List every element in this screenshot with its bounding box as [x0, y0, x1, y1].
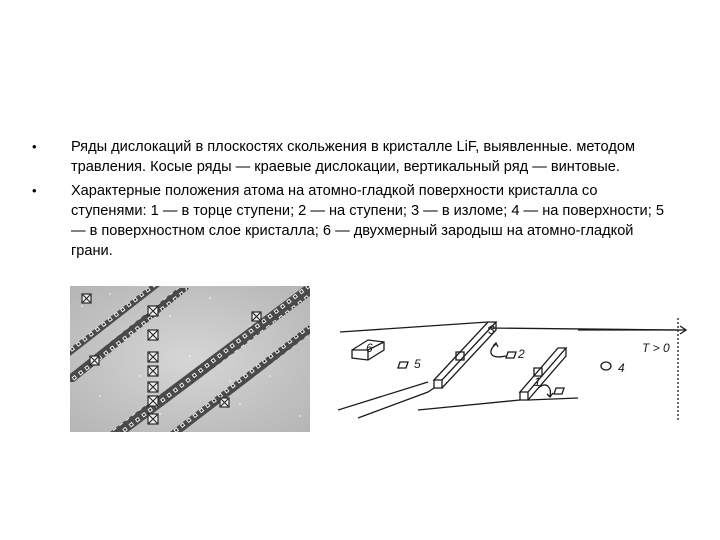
label-surface-4: 4 [618, 361, 625, 375]
label-nucleus-6: 6 [366, 341, 373, 355]
crystal-surface-diagram [338, 310, 688, 420]
label-temperature: T > 0 [642, 341, 670, 355]
bullet-marker: • [32, 183, 37, 198]
bullet-marker: • [32, 139, 37, 154]
bullet-item-atom-positions [30, 181, 670, 261]
bullet-item-dislocation-rows [30, 137, 670, 177]
etch-pit-micrograph [70, 286, 310, 432]
crystal-surface-drawing [338, 310, 688, 420]
bullet-text: Ряды дислокаций в плоскостях скольжения в кристалле LiF, выявленные. методом травления. Косые ряды — краевые дислокации, вертикальный ряд — винтовые. [70, 139, 635, 175]
label-layer-5: 5 [414, 357, 421, 371]
label-step-2: 2 [518, 347, 525, 361]
micrograph-image [70, 286, 310, 432]
bullet-text: Характерные положения атома на атомно-гладкой поверхности кристалла со ступенями: 1 — в торце ступени; 2 — на ступени; 3 — в изломе; 4 — на поверхности; 5 — в поверхностном слое кристалла; 6 — двухмерный зародыш на атомно-гладкой грани. [70, 183, 664, 259]
bullet-list [30, 137, 670, 265]
label-step-end-1: 1 [534, 375, 541, 389]
label-kink-3: 3 [488, 323, 495, 337]
